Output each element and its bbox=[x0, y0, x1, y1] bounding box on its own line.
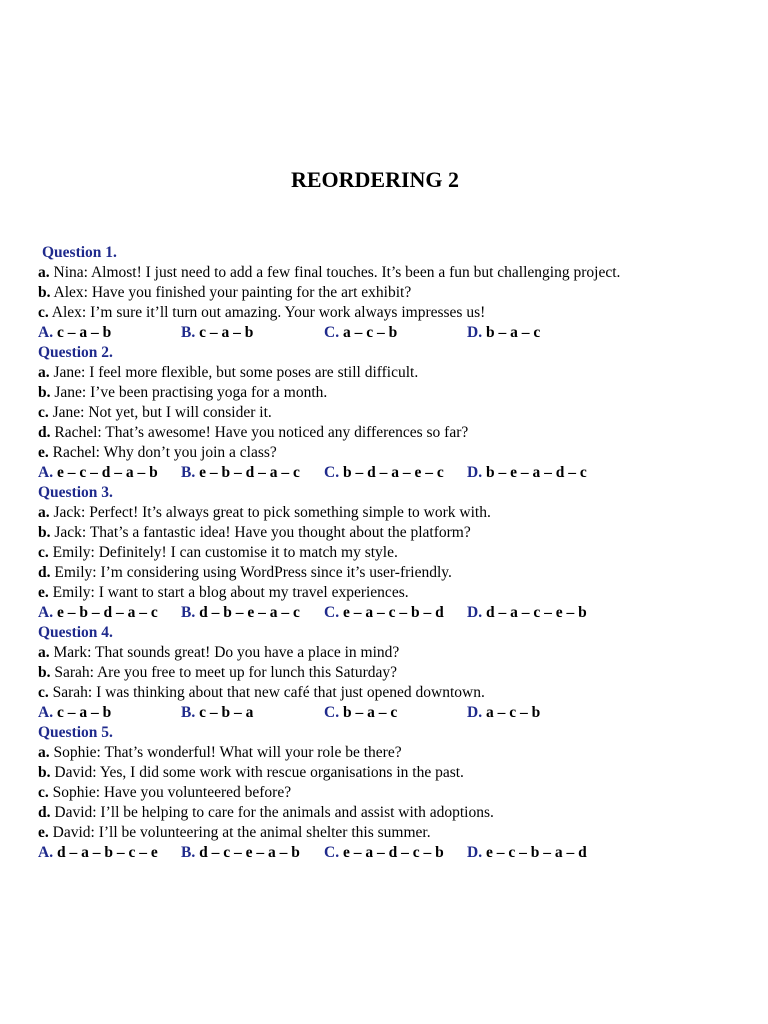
line-key: e. bbox=[38, 824, 49, 841]
question-title: Question 5. bbox=[38, 724, 113, 741]
dialogue-line-a bbox=[38, 263, 738, 283]
option-c[interactable] bbox=[324, 703, 467, 723]
line-text: Jane: I’ve been practising yoga for a month. bbox=[50, 384, 328, 401]
dialogue-line-c bbox=[38, 543, 738, 563]
option-d[interactable] bbox=[467, 463, 587, 483]
option-value: e – b – d – a – c bbox=[195, 464, 300, 481]
option-letter: C. bbox=[324, 324, 340, 341]
answer-options bbox=[38, 843, 738, 863]
option-letter: B. bbox=[181, 464, 196, 481]
dialogue-line-e bbox=[38, 443, 738, 463]
line-text: Sarah: Are you free to meet up for lunch this Saturday? bbox=[50, 664, 397, 681]
line-text: Sophie: Have you volunteered before? bbox=[48, 784, 292, 801]
line-key: b. bbox=[38, 664, 51, 681]
option-letter: A. bbox=[38, 604, 54, 621]
answer-options bbox=[38, 463, 738, 483]
option-letter: C. bbox=[324, 604, 340, 621]
option-d[interactable] bbox=[467, 323, 610, 343]
dialogue-line-d bbox=[38, 563, 738, 583]
option-a[interactable] bbox=[38, 703, 181, 723]
line-key: a. bbox=[38, 264, 50, 281]
line-key: a. bbox=[38, 504, 50, 521]
option-value: d – c – e – a – b bbox=[195, 844, 300, 861]
option-letter: B. bbox=[181, 704, 196, 721]
option-letter: D. bbox=[467, 844, 483, 861]
question-3 bbox=[38, 483, 738, 623]
option-letter: C. bbox=[324, 844, 340, 861]
question-title: Question 1. bbox=[42, 244, 117, 261]
line-text: Sophie: That’s wonderful! What will your role be there? bbox=[49, 744, 402, 761]
line-text: Mark: That sounds great! Do you have a place in mind? bbox=[49, 644, 400, 661]
page-title: REORDERING 2 bbox=[290, 167, 460, 192]
question-2 bbox=[38, 343, 738, 483]
answer-options bbox=[38, 703, 738, 723]
dialogue-line-b bbox=[38, 523, 738, 543]
line-text: Alex: Have you finished your painting for the art exhibit? bbox=[50, 284, 412, 301]
dialogue-line-e bbox=[38, 823, 738, 843]
line-key: a. bbox=[38, 644, 50, 661]
dialogue-line-b bbox=[38, 663, 738, 683]
questions-list bbox=[38, 243, 738, 863]
option-letter: D. bbox=[467, 464, 483, 481]
line-text: Emily: I’m considering using WordPress since it’s user-friendly. bbox=[50, 564, 452, 581]
answer-options bbox=[38, 603, 738, 623]
line-key: b. bbox=[38, 284, 51, 301]
option-letter: B. bbox=[181, 844, 196, 861]
dialogue-line-c bbox=[38, 783, 738, 803]
option-value: d – b – e – a – c bbox=[195, 604, 300, 621]
dialogue-line-c bbox=[38, 303, 738, 323]
dialogue-line-d bbox=[38, 423, 738, 443]
option-b[interactable] bbox=[181, 603, 324, 623]
line-key: c. bbox=[38, 684, 49, 701]
option-value: e – a – c – b – d bbox=[339, 604, 444, 621]
dialogue-line-e bbox=[38, 583, 738, 603]
option-value: e – b – d – a – c bbox=[53, 604, 158, 621]
option-d[interactable] bbox=[467, 603, 587, 623]
option-value: a – c – b bbox=[482, 704, 541, 721]
option-c[interactable] bbox=[324, 323, 467, 343]
option-a[interactable] bbox=[38, 603, 181, 623]
line-key: c. bbox=[38, 404, 49, 421]
line-key: e. bbox=[38, 584, 49, 601]
option-letter: B. bbox=[181, 604, 196, 621]
question-title: Question 2. bbox=[38, 344, 113, 361]
line-text: Jack: That’s a fantastic idea! Have you thought about the platform? bbox=[50, 524, 471, 541]
question-4 bbox=[38, 623, 738, 723]
line-key: b. bbox=[38, 764, 51, 781]
option-value: e – c – d – a – b bbox=[53, 464, 158, 481]
dialogue-line-a bbox=[38, 363, 738, 383]
option-d[interactable] bbox=[467, 843, 587, 863]
option-c[interactable] bbox=[324, 463, 467, 483]
option-value: d – a – b – c – e bbox=[53, 844, 158, 861]
option-letter: C. bbox=[324, 704, 340, 721]
dialogue-line-a bbox=[38, 643, 738, 663]
option-d[interactable] bbox=[467, 703, 610, 723]
line-key: c. bbox=[38, 784, 49, 801]
option-letter: A. bbox=[38, 464, 54, 481]
option-value: b – a – c bbox=[339, 704, 398, 721]
line-text: Alex: I’m sure it’ll turn out amazing. Your work always impresses us! bbox=[48, 304, 486, 321]
option-value: a – c – b bbox=[339, 324, 398, 341]
option-value: b – a – c bbox=[482, 324, 541, 341]
option-b[interactable] bbox=[181, 323, 324, 343]
line-text: David: Yes, I did some work with rescue organisations in the past. bbox=[50, 764, 464, 781]
option-value: e – c – b – a – d bbox=[482, 844, 587, 861]
option-letter: B. bbox=[181, 324, 196, 341]
dialogue-line-a bbox=[38, 503, 738, 523]
question-5 bbox=[38, 723, 738, 863]
line-key: c. bbox=[38, 304, 49, 321]
option-a[interactable] bbox=[38, 463, 181, 483]
dialogue-line-a bbox=[38, 743, 738, 763]
line-key: a. bbox=[38, 364, 50, 381]
option-value: c – a – b bbox=[53, 324, 112, 341]
dialogue-line-b bbox=[38, 383, 738, 403]
line-text: Sarah: I was thinking about that new café that just opened downtown. bbox=[48, 684, 485, 701]
option-c[interactable] bbox=[324, 603, 467, 623]
option-c[interactable] bbox=[324, 843, 467, 863]
option-a[interactable] bbox=[38, 843, 181, 863]
line-key: c. bbox=[38, 544, 49, 561]
line-text: Nina: Almost! I just need to add a few final touches. It’s been a fun but challenging project. bbox=[49, 264, 621, 281]
dialogue-line-d bbox=[38, 803, 738, 823]
option-value: c – b – a bbox=[195, 704, 254, 721]
option-value: b – e – a – d – c bbox=[482, 464, 587, 481]
option-b[interactable] bbox=[181, 703, 324, 723]
dialogue-line-c bbox=[38, 403, 738, 423]
line-key: b. bbox=[38, 384, 51, 401]
option-letter: C. bbox=[324, 464, 340, 481]
line-text: Rachel: That’s awesome! Have you noticed any differences so far? bbox=[50, 424, 469, 441]
option-value: c – a – b bbox=[195, 324, 254, 341]
option-letter: D. bbox=[467, 604, 483, 621]
question-title: Question 3. bbox=[38, 484, 113, 501]
option-b[interactable] bbox=[181, 463, 324, 483]
line-text: Jack: Perfect! It’s always great to pick something simple to work with. bbox=[49, 504, 491, 521]
dialogue-line-b bbox=[38, 283, 738, 303]
option-letter: D. bbox=[467, 324, 483, 341]
option-value: b – d – a – e – c bbox=[339, 464, 444, 481]
option-letter: A. bbox=[38, 324, 54, 341]
line-text: Jane: I feel more flexible, but some poses are still difficult. bbox=[49, 364, 419, 381]
line-text: Emily: Definitely! I can customise it to match my style. bbox=[48, 544, 398, 561]
option-value: d – a – c – e – b bbox=[482, 604, 587, 621]
option-value: c – a – b bbox=[53, 704, 112, 721]
option-b[interactable] bbox=[181, 843, 324, 863]
line-text: Emily: I want to start a blog about my travel experiences. bbox=[48, 584, 409, 601]
line-text: Jane: Not yet, but I will consider it. bbox=[48, 404, 272, 421]
line-key: d. bbox=[38, 424, 51, 441]
option-value: e – a – d – c – b bbox=[339, 844, 444, 861]
line-key: b. bbox=[38, 524, 51, 541]
line-key: d. bbox=[38, 564, 51, 581]
option-letter: D. bbox=[467, 704, 483, 721]
answer-options bbox=[38, 323, 738, 343]
question-1 bbox=[38, 243, 738, 343]
option-a[interactable] bbox=[38, 323, 181, 343]
line-text: David: I’ll be helping to care for the animals and assist with adoptions. bbox=[50, 804, 494, 821]
line-text: David: I’ll be volunteering at the animal shelter this summer. bbox=[48, 824, 431, 841]
line-key: a. bbox=[38, 744, 50, 761]
option-letter: A. bbox=[38, 704, 54, 721]
dialogue-line-b bbox=[38, 763, 738, 783]
line-key: e. bbox=[38, 444, 49, 461]
option-letter: A. bbox=[38, 844, 54, 861]
dialogue-line-c bbox=[38, 683, 738, 703]
line-text: Rachel: Why don’t you join a class? bbox=[48, 444, 277, 461]
line-key: d. bbox=[38, 804, 51, 821]
question-title: Question 4. bbox=[38, 624, 113, 641]
